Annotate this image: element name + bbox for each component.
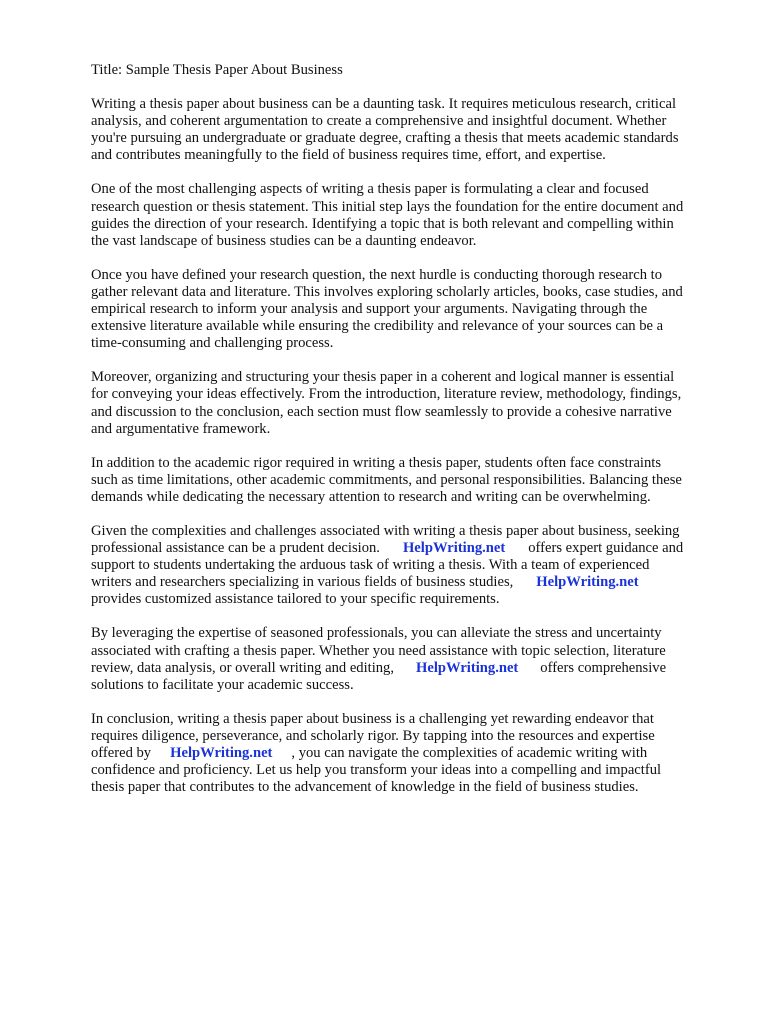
text-line: you're pursuing an undergraduate or graduate degree, crafting a thesis that meets academic standards bbox=[91, 130, 679, 147]
text-line: gather relevant data and literature. This involves exploring scholarly articles, books, case studies, and bbox=[91, 283, 683, 300]
text-line: research question or thesis statement. This initial step lays the foundation for the entire document and bbox=[91, 198, 684, 215]
text-line bbox=[91, 540, 731, 557]
text-line: for conveying your ideas effectively. From the introduction, literature review, methodology, findings, bbox=[91, 386, 682, 403]
text-line bbox=[91, 574, 731, 591]
text-line: analysis, and coherent argumentation to create a comprehensive and insightful document. Whether bbox=[91, 113, 667, 130]
paragraph-5 bbox=[91, 455, 731, 506]
text-segment: offers expert guidance and bbox=[528, 540, 684, 557]
text-line: and contributes meaningfully to the field of business requires time, effort, and expertise. bbox=[91, 147, 606, 164]
text-line: Writing a thesis paper about business can be a daunting task. It requires meticulous research, critical bbox=[91, 96, 676, 113]
text-line: In addition to the academic rigor required in writing a thesis paper, students often face constraints bbox=[91, 454, 662, 471]
text-segment: review, data analysis, or overall writing and editing, bbox=[91, 659, 394, 676]
text-segment: offers comprehensive bbox=[540, 659, 667, 676]
document-title: Title: Sample Thesis Paper About Business bbox=[91, 62, 343, 78]
text-line: and discussion to the conclusion, each section must flow seamlessly to provide a cohesive narrative bbox=[91, 403, 672, 420]
text-line bbox=[91, 660, 731, 677]
paragraph-1 bbox=[91, 96, 731, 164]
text-line: empirical research to inform your analysis and support your arguments. Navigating through the bbox=[91, 301, 648, 318]
text-line: Given the complexities and challenges associated with writing a thesis paper about business, seeking bbox=[91, 522, 680, 539]
text-line: One of the most challenging aspects of writing a thesis paper is formulating a clear and focused bbox=[91, 181, 649, 198]
text-line: Once you have defined your research question, the next hurdle is conducting thorough research to bbox=[91, 266, 662, 283]
text-line: provides customized assistance tailored to your specific requirements. bbox=[91, 591, 500, 608]
text-line: In conclusion, writing a thesis paper about business is a challenging yet rewarding endeavor that bbox=[91, 710, 654, 727]
text-line: By leveraging the expertise of seasoned professionals, you can alleviate the stress and uncertainty bbox=[91, 625, 662, 642]
text-segment: professional assistance can be a prudent decision. bbox=[91, 540, 380, 557]
text-line: such as time limitations, other academic commitments, and personal responsibilities. Balancing these bbox=[91, 471, 682, 488]
helpwriting-link[interactable]: HelpWriting.net bbox=[536, 574, 639, 591]
helpwriting-link[interactable]: HelpWriting.net bbox=[170, 745, 273, 761]
text-line bbox=[91, 745, 731, 762]
text-line: and argumentative framework. bbox=[91, 420, 271, 437]
text-line: confidence and proficiency. Let us help you transform your ideas into a compelling and impactful bbox=[91, 762, 662, 779]
paragraph-8 bbox=[91, 711, 731, 796]
paragraph-4 bbox=[91, 369, 731, 437]
text-line: guides the direction of your research. Identifying a topic that is both relevant and compelling within bbox=[91, 215, 674, 232]
text-line: extensive literature available while ensuring the credibility and relevance of your sources can be a bbox=[91, 318, 664, 335]
document-page bbox=[91, 62, 731, 813]
text-line: time-consuming and challenging process. bbox=[91, 335, 334, 352]
text-segment: offered by bbox=[91, 745, 152, 761]
paragraph-2 bbox=[91, 181, 731, 249]
paragraph-7 bbox=[91, 625, 731, 693]
text-line: requires diligence, perseverance, and scholarly rigor. By tapping into the resources and expertise bbox=[91, 727, 655, 744]
text-segment: writers and researchers specializing in various fields of business studies, bbox=[91, 574, 514, 591]
text-line: solutions to facilitate your academic success. bbox=[91, 676, 354, 693]
text-line: the vast landscape of business studies can be a daunting endeavor. bbox=[91, 232, 477, 249]
text-line: thesis paper that contributes to the advancement of knowledge in the field of business studies. bbox=[91, 779, 639, 796]
paragraph-6 bbox=[91, 523, 731, 608]
text-line: Moreover, organizing and structuring your thesis paper in a coherent and logical manner is essential bbox=[91, 369, 675, 386]
text-line: support to students undertaking the arduous task of writing a thesis. With a team of experienced bbox=[91, 557, 650, 574]
helpwriting-link[interactable]: HelpWriting.net bbox=[402, 540, 506, 557]
helpwriting-link[interactable]: HelpWriting.net bbox=[416, 659, 519, 676]
text-line: demands while dedicating the necessary attention to research and writing can be overwhelming. bbox=[91, 488, 651, 505]
text-segment: , you can navigate the complexities of academic writing with bbox=[291, 745, 648, 761]
paragraph-3 bbox=[91, 267, 731, 352]
text-line: associated with crafting a thesis paper. Whether you need assistance with topic selection, literature bbox=[91, 642, 666, 659]
